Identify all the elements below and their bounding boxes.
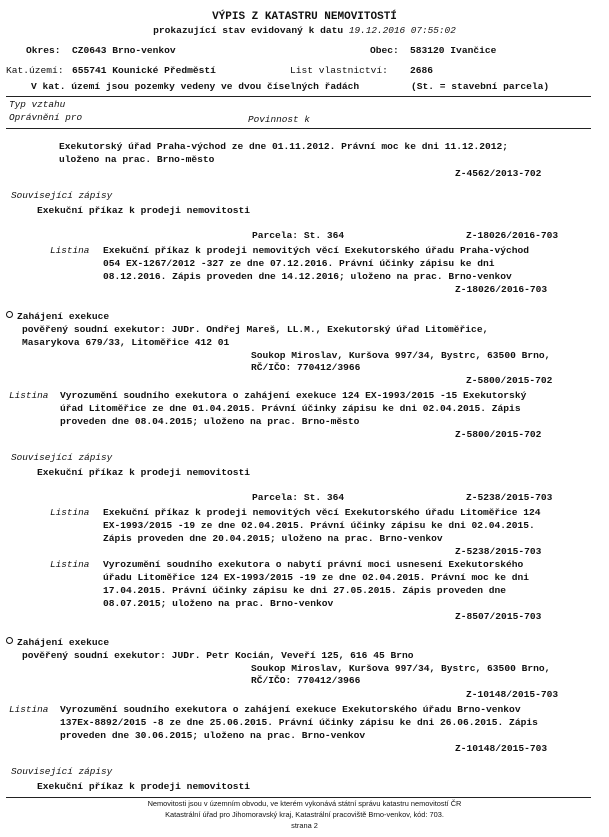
related-entries-label: Související zápisy — [11, 190, 113, 201]
listina-line: 08.12.2016. Zápis proveden dne 14.12.2016; uloženo na prac. Brno-venkov — [103, 271, 512, 282]
listina-label: Listina — [50, 507, 90, 518]
katuzemi-note-suffix: (St. = stavební parcela) — [411, 81, 550, 92]
owner-line: RČ/IČO: 770412/3966 — [251, 675, 361, 686]
bullet-circle-icon — [6, 311, 13, 318]
reference-number: Z-10148/2015-703 — [466, 689, 559, 700]
listina-line: Exekuční příkaz k prodeji nemovitých věcí Exekutorského úřadu Litoměřice 124 — [103, 507, 541, 518]
footer-line: Katastrální úřad pro Jihomoravský kraj, Katastrální pracoviště Brno-venkov, kód: 703. — [165, 810, 444, 819]
obec-value: 583120 Ivančice — [410, 45, 497, 56]
column-opravneni-pro: Oprávnění pro — [9, 112, 83, 123]
obec-label: Obec: — [370, 45, 399, 56]
okres-label: Okres: — [26, 45, 61, 56]
reference-number: Z-8507/2015-703 — [455, 611, 542, 622]
text-line: pověřený soudní exekutor: JUDr. Ondřej Mareš, LL.M., Exekutorský úřad Litoměřice, — [22, 324, 489, 335]
bullet-circle-icon — [6, 637, 13, 644]
document-title: VÝPIS Z KATASTRU NEMOVITOSTÍ — [212, 11, 397, 23]
okres-value: CZ0643 Brno-venkov — [72, 45, 176, 56]
text-line: Masarykova 679/33, Litoměřice 412 01 — [22, 337, 230, 348]
owner-line: Soukop Miroslav, Kuršova 997/34, Bystrc, 63500 Brno, — [251, 663, 551, 674]
list-label: List vlastnictví: — [290, 65, 388, 76]
listina-line: 17.04.2015. Právní účinky zápisu ke dni 27.05.2015. Zápis proveden dne — [103, 585, 507, 596]
text-line: Exekutorský úřad Praha-východ ze dne 01.11.2012. Právní moc ke dni 11.12.2012; — [59, 141, 509, 152]
katuzemi-value: 655741 Kounické Předměstí — [72, 65, 216, 76]
subtitle-date: 19.12.2016 07:55:02 — [348, 25, 456, 36]
related-entry-title: Exekuční příkaz k prodeji nemovitosti — [37, 205, 251, 216]
zahajeni-exekuce-heading — [6, 311, 109, 323]
subtitle-prefix: prokazující stav evidovaný k datu — [153, 25, 344, 36]
text-line: uloženo na prac. Brno-město — [59, 154, 215, 165]
divider — [6, 96, 591, 97]
related-entries-label: Související zápisy — [11, 766, 113, 777]
zahajeni-exekuce-heading — [6, 637, 109, 649]
parcel-label: Parcela: St. 364 — [252, 492, 345, 503]
listina-line: 054 EX-1267/2012 -327 ze dne 07.12.2016. Právní účinky zápisu ke dni — [103, 258, 495, 269]
parcel-label: Parcela: St. 364 — [252, 230, 345, 241]
zahajeni-title: Zahájení exekuce — [17, 311, 110, 322]
zahajeni-title: Zahájení exekuce — [17, 637, 110, 648]
listina-label: Listina — [50, 245, 90, 256]
listina-line: Exekuční příkaz k prodeji nemovitých věcí Exekutorského úřadu Praha-východ — [103, 245, 530, 256]
list-value: 2686 — [410, 65, 434, 76]
listina-line: proveden dne 30.06.2015; uloženo na prac. Brno-venkov — [60, 730, 366, 741]
related-entries-label: Související zápisy — [11, 452, 113, 463]
reference-number: Z-4562/2013-702 — [455, 168, 542, 179]
owner-line: RČ/IČO: 770412/3966 — [251, 362, 361, 373]
listina-line: Vyrozumění soudního exekutora o zahájení exekuce Exekutorského úřadu Brno-venkov — [60, 704, 521, 715]
listina-line: EX-1993/2015 -19 ze dne 02.04.2015. Právní účinky zápisu ke dni 02.04.2015. — [103, 520, 535, 531]
listina-line: Vyrozumění soudního exekutora o nabytí právní moci usnesení Exekutorského — [103, 559, 524, 570]
column-typ-vztahu: Typ vztahu — [9, 99, 66, 110]
reference-number: Z-18026/2016-703 — [455, 284, 548, 295]
reference-number: Z-5800/2015-702 — [455, 429, 542, 440]
owner-line: Soukop Miroslav, Kuršova 997/34, Bystrc, 63500 Brno, — [251, 350, 551, 361]
divider — [6, 128, 591, 129]
parcel-reference: Z-5238/2015-703 — [466, 492, 553, 503]
page-number: strana 2 — [291, 821, 318, 830]
footer-line: Nemovitosti jsou v územním obvodu, ve kterém vykonává státní správu katastru nemovitostí ČR — [147, 799, 462, 808]
reference-number: Z-5238/2015-703 — [455, 546, 542, 557]
listina-label: Listina — [50, 559, 90, 570]
related-entry-title: Exekuční příkaz k prodeji nemovitosti — [37, 467, 251, 478]
listina-line: 08.07.2015; uloženo na prac. Brno-venkov — [103, 598, 334, 609]
reference-number: Z-10148/2015-703 — [455, 743, 548, 754]
listina-line: úřadu Litoměřice 124 EX-1993/2015 -19 ze dne 02.04.2015. Právní moc ke dni — [103, 572, 530, 583]
reference-number: Z-5800/2015-702 — [466, 375, 553, 386]
listina-line: úřad Litoměřice ze dne 01.04.2015. Právní účinky zápisu ke dni 02.04.2015. Zápis — [60, 403, 521, 414]
parcel-reference: Z-18026/2016-703 — [466, 230, 559, 241]
listina-label: Listina — [9, 704, 49, 715]
text-line: pověřený soudní exekutor: JUDr. Petr Kocián, Veveří 125, 616 45 Brno — [22, 650, 414, 661]
listina-line: 137Ex-8892/2015 -8 ze dne 25.06.2015. Právní účinky zápisu ke dni 26.06.2015. Zápis — [60, 717, 538, 728]
listina-line: Vyrozumění soudního exekutora o zahájení exekuce 124 EX-1993/2015 -15 Exekutorský — [60, 390, 527, 401]
footer-divider — [6, 797, 591, 798]
column-povinnost-k: Povinnost k — [248, 114, 310, 125]
listina-line: proveden dne 08.04.2015; uloženo na prac. Brno-město — [60, 416, 360, 427]
listina-line: Zápis proveden dne 20.04.2015; uloženo na prac. Brno-venkov — [103, 533, 443, 544]
listina-label: Listina — [9, 390, 49, 401]
katuzemi-label: Kat.území: — [6, 65, 64, 76]
katuzemi-note: V kat. území jsou pozemky vedeny ve dvou číselných řadách — [31, 81, 360, 92]
document-subtitle — [0, 25, 609, 37]
related-entry-title: Exekuční příkaz k prodeji nemovitosti — [37, 781, 251, 792]
